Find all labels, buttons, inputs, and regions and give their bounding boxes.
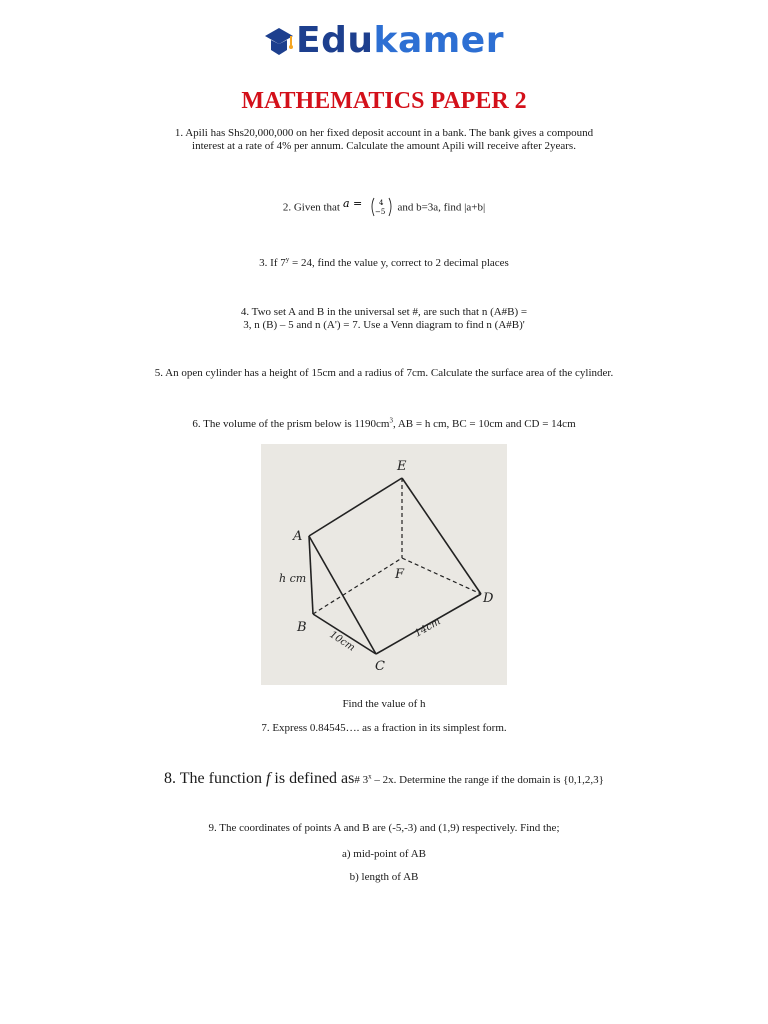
question-2-suffix: and b=3a, find |a+b|: [397, 201, 486, 214]
question-8-prefix: 8. The function: [164, 770, 266, 787]
vector-a-bottom: −5: [374, 208, 386, 216]
brand-logo: [0, 20, 768, 61]
graduation-cap-icon: [264, 26, 294, 60]
question-8-expression: # 3: [354, 774, 369, 786]
vector-a: [343, 196, 395, 220]
question-8-exponent: x: [368, 772, 372, 781]
question-2-prefix: 2. Given that: [282, 201, 340, 214]
question-9: 9. The coordinates of points A and B are (-5,-3) and (1,9) respectively. Find the;: [208, 822, 560, 834]
edge-ab: [309, 536, 313, 614]
page-title: MATHEMATICS PAPER 2: [241, 88, 527, 114]
question-4-line-2: 3, n (B) – 5 and n (A') = 7. Use a Venn diagram to find n (A#B)': [243, 319, 525, 331]
prism-diagram: [261, 444, 507, 685]
question-6-suffix: , AB = h cm, BC = 10cm and CD = 14cm: [392, 418, 576, 430]
label-c: C: [375, 659, 385, 674]
label-cd: 14cm: [413, 616, 443, 640]
label-d: D: [483, 591, 494, 606]
question-6-exponent: 3: [389, 416, 393, 425]
question-8-mid: is defined as: [270, 770, 355, 787]
question-4: [0, 306, 768, 332]
question-4-line-1: 4. Two set A and B in the universal set #, are such that n (A#B) =: [240, 306, 528, 318]
label-a: A: [293, 529, 303, 544]
label-h: h cm: [279, 572, 307, 585]
label-b: B: [297, 620, 307, 635]
edge-ae: [309, 478, 402, 536]
question-8: [0, 769, 768, 790]
question-6: [0, 418, 768, 431]
question-9-part-b: b) length of AB: [349, 871, 419, 883]
question-9-part-a: a) mid-point of AB: [341, 848, 427, 860]
question-3-prefix: 3. If 7: [259, 257, 286, 269]
question-3-suffix: = 24, find the value y, correct to 2 decimal places: [289, 257, 509, 269]
question-6-prompt: Find the value of h: [342, 698, 426, 710]
question-1-line-1: 1. Apili has Shs20,000,000 on her fixed deposit account in a bank. The bank gives a compound: [174, 127, 594, 139]
prism-figure: [261, 444, 507, 685]
question-8-function: f: [265, 770, 271, 787]
question-2: [0, 196, 768, 220]
question-7: 7. Express 0.84545…. as a fraction in its simplest form.: [261, 722, 507, 734]
vector-a-top: 4: [378, 199, 384, 207]
label-f: F: [395, 567, 405, 582]
label-bc: 10cm: [327, 629, 357, 654]
question-8-suffix: – 2x. Determine the range if the domain is {0,1,2,3}: [371, 774, 604, 786]
brand-name: Edukamer: [296, 20, 504, 61]
question-1-line-2: interest at a rate of 4% per annum. Calculate the amount Apili will receive after 2years.: [192, 140, 576, 152]
question-3: [0, 257, 768, 270]
label-e: E: [397, 459, 407, 474]
question-5: 5. An open cylinder has a height of 15cm and a radius of 7cm. Calculate the surface area of the cylinder.: [154, 367, 614, 379]
question-6-prefix: 6. The volume of the prism below is 1190cm: [192, 418, 390, 430]
question-1: [0, 127, 768, 153]
question-3-exponent: y: [285, 255, 290, 264]
vector-a-label: a =: [342, 197, 362, 210]
